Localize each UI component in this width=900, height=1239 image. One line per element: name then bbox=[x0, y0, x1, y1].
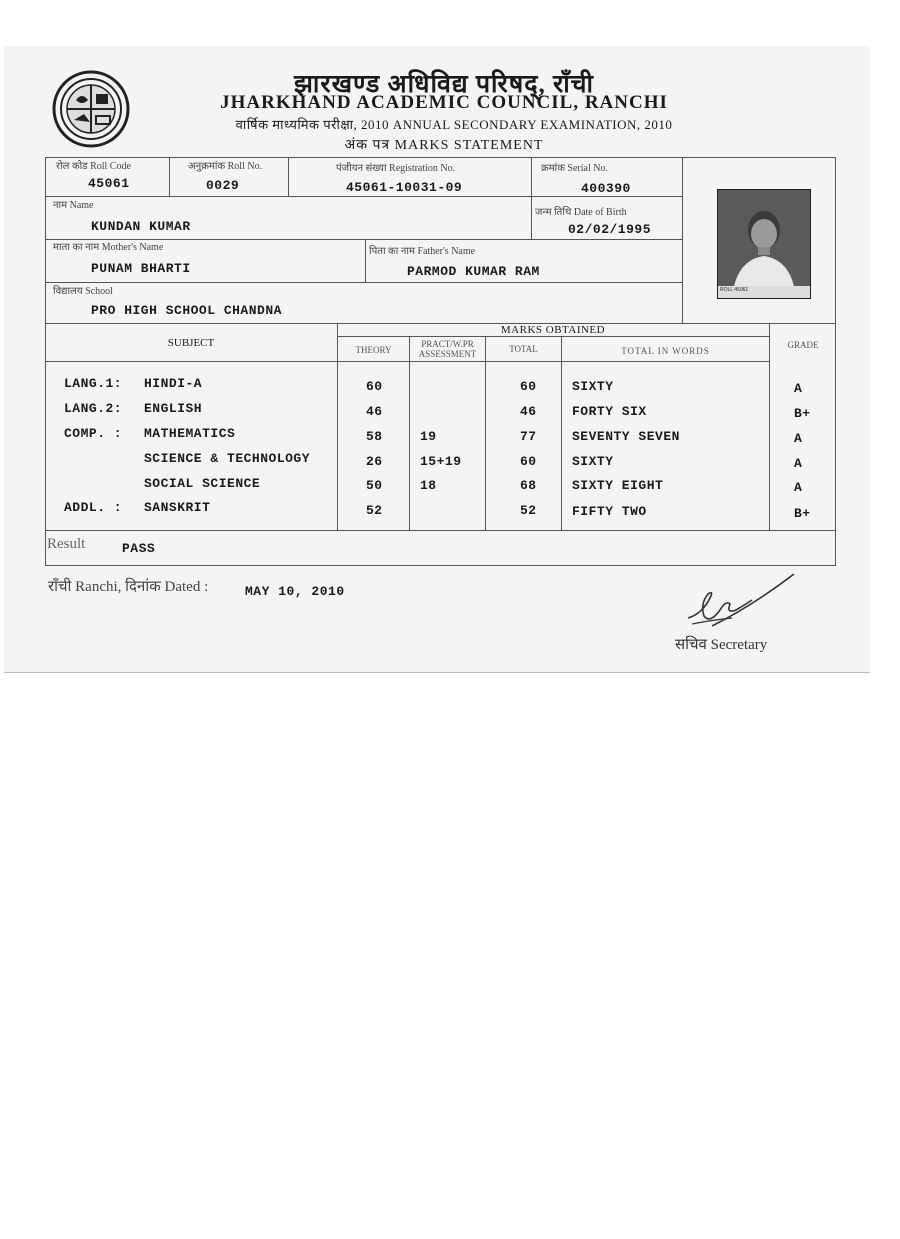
practical-column-header bbox=[410, 339, 485, 359]
mother-label: माता का नाम Mother's Name bbox=[53, 242, 164, 253]
row-subject: MATHEMATICS bbox=[144, 426, 236, 441]
row-group: ADDL. : bbox=[64, 500, 123, 515]
row-grade: A bbox=[794, 456, 803, 471]
row-grade: A bbox=[794, 381, 803, 396]
council-emblem-icon bbox=[52, 70, 130, 148]
dated-label: राँची Ranchi, दिनांक Dated : bbox=[48, 579, 209, 595]
row-words: SEVENTY SEVEN bbox=[572, 429, 680, 444]
row-total: 68 bbox=[520, 478, 537, 493]
name-label: नाम Name bbox=[53, 200, 94, 211]
row-group: LANG.2: bbox=[64, 401, 123, 416]
statement-title-hindi: अंक पत्र bbox=[344, 138, 391, 153]
row-words: SIXTY bbox=[572, 379, 614, 394]
father-label: पिता का नाम Father's Name bbox=[369, 246, 476, 257]
serial-label: क्रमांक Serial No. bbox=[541, 163, 608, 174]
total-column-header: TOTAL bbox=[509, 344, 538, 354]
theory-column-header: THEORY bbox=[355, 345, 392, 355]
serial-value: 400390 bbox=[581, 181, 631, 196]
row-total: 60 bbox=[520, 454, 537, 469]
row-total: 60 bbox=[520, 379, 537, 394]
row-subject: HINDI-A bbox=[144, 376, 203, 391]
result-label: Result bbox=[47, 536, 86, 552]
roll-no-value: 0029 bbox=[206, 178, 240, 193]
row-practical: 15+19 bbox=[420, 454, 462, 469]
row-words: SIXTY bbox=[572, 454, 614, 469]
secretary-label: सचिव Secretary bbox=[675, 637, 768, 653]
council-title-english: JHARKHAND ACADEMIC COUNCIL, RANCHI bbox=[220, 92, 668, 113]
marks-statement-sheet bbox=[4, 46, 870, 673]
registration-value: 45061-10031-09 bbox=[346, 180, 463, 195]
school-label: विद्यालय School bbox=[53, 286, 113, 297]
student-photo bbox=[717, 189, 811, 299]
council-title-hindi: झारखण्ड अधिविद्य परिषद्, राँची bbox=[293, 71, 595, 98]
row-practical: 18 bbox=[420, 478, 437, 493]
row-total: 46 bbox=[520, 404, 537, 419]
roll-no-label: अनुक्रमांक Roll No. bbox=[188, 161, 263, 172]
roll-code-label: रोल कोड Roll Code bbox=[56, 161, 131, 172]
row-words: SIXTY EIGHT bbox=[572, 478, 664, 493]
row-group: COMP. : bbox=[64, 426, 123, 441]
grade-column-header: GRADE bbox=[787, 340, 819, 350]
issue-date: MAY 10, 2010 bbox=[245, 584, 345, 599]
row-total: 52 bbox=[520, 503, 537, 518]
exam-title-hindi: वार्षिक माध्यमिक परीक्षा, 2010 bbox=[235, 117, 390, 132]
row-theory: 50 bbox=[366, 478, 383, 493]
row-theory: 52 bbox=[366, 503, 383, 518]
row-theory: 60 bbox=[366, 379, 383, 394]
statement-title bbox=[294, 135, 594, 154]
roll-code-value: 45061 bbox=[88, 176, 130, 191]
practical-header-line2: ASSESSMENT bbox=[418, 349, 477, 359]
name-value: KUNDAN KUMAR bbox=[91, 219, 191, 234]
exam-title bbox=[174, 115, 734, 133]
row-theory: 26 bbox=[366, 454, 383, 469]
photo-bottom-caption: ROLL 45061 bbox=[720, 287, 749, 293]
practical-header-line1: PRACT/W.PR bbox=[421, 339, 474, 349]
row-subject: SANSKRIT bbox=[144, 500, 211, 515]
row-subject: ENGLISH bbox=[144, 401, 203, 416]
row-grade: B+ bbox=[794, 506, 811, 521]
row-grade: A bbox=[794, 431, 803, 446]
secretary-signature-icon bbox=[682, 568, 802, 638]
mother-value: PUNAM BHARTI bbox=[91, 261, 191, 276]
row-theory: 46 bbox=[366, 404, 383, 419]
row-total: 77 bbox=[520, 429, 537, 444]
dob-label: जन्म तिथि Date of Birth bbox=[535, 207, 627, 218]
total-words-column-header: TOTAL IN WORDS bbox=[621, 346, 710, 356]
marks-obtained-heading: MARKS OBTAINED bbox=[500, 324, 606, 336]
row-words: FIFTY TWO bbox=[572, 504, 647, 519]
row-grade: B+ bbox=[794, 406, 811, 421]
row-group: LANG.1: bbox=[64, 376, 123, 391]
result-value: PASS bbox=[122, 541, 156, 556]
row-theory: 58 bbox=[366, 429, 383, 444]
dob-value: 02/02/1995 bbox=[568, 222, 652, 237]
subject-column-header: SUBJECT bbox=[167, 337, 215, 349]
exam-title-english: ANNUAL SECONDARY EXAMINATION, 2010 bbox=[392, 117, 673, 132]
row-practical: 19 bbox=[420, 429, 437, 444]
row-grade: A bbox=[794, 480, 803, 495]
school-value: PRO HIGH SCHOOL CHANDNA bbox=[91, 303, 282, 318]
statement-title-english: MARKS STATEMENT bbox=[394, 138, 544, 153]
father-value: PARMOD KUMAR RAM bbox=[407, 264, 540, 279]
row-words: FORTY SIX bbox=[572, 404, 647, 419]
student-portrait-icon bbox=[718, 190, 810, 298]
registration-label: पंजीयन संख्या Registration No. bbox=[336, 163, 456, 174]
row-subject: SOCIAL SCIENCE bbox=[144, 476, 261, 491]
row-subject: SCIENCE & TECHNOLOGY bbox=[144, 451, 311, 466]
